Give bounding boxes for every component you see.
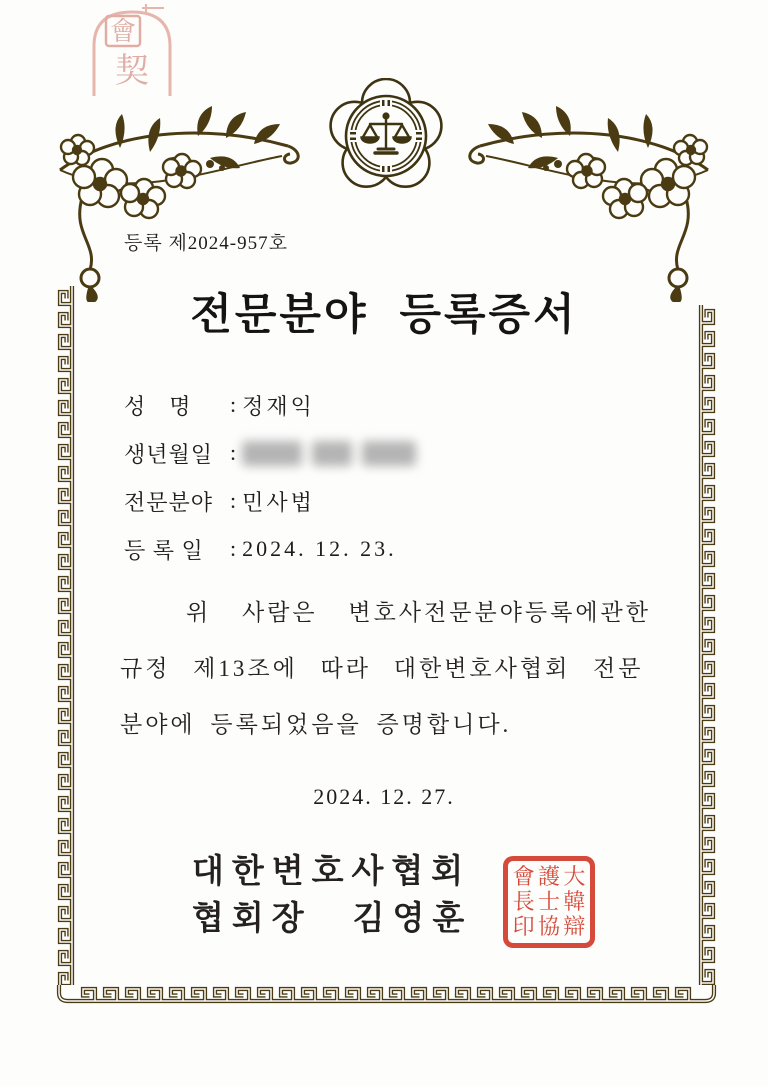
redacted-birthdate xyxy=(242,441,416,466)
field-label-specialty: 전문분야 xyxy=(124,489,214,515)
seal-char: 護 xyxy=(537,864,560,890)
field-colon: : xyxy=(230,488,237,513)
seal-char: 印 xyxy=(512,913,535,939)
seal-char: 會 xyxy=(512,864,535,890)
border-right xyxy=(696,305,717,985)
seal-char: 韓 xyxy=(563,888,586,914)
border-bottom xyxy=(77,985,696,1006)
perforation-seal xyxy=(76,0,188,100)
certificate-title: 전문분야 등록증서 xyxy=(190,291,578,339)
field-row-specialty xyxy=(124,477,644,525)
field-list xyxy=(124,381,644,573)
president-seal-stamp xyxy=(503,856,595,948)
field-colon: : xyxy=(230,392,237,417)
border-corner-bottom-left xyxy=(56,985,77,1006)
seal-char: 士 xyxy=(537,888,560,914)
field-value-specialty: 민사법 xyxy=(242,489,315,515)
border-corner-bottom-right xyxy=(696,985,717,1006)
faint-seal-char-1: 會 xyxy=(109,17,137,46)
field-label-birthdate: 생년월일 xyxy=(124,441,214,467)
president-name: 협회장 김영훈 xyxy=(192,899,473,936)
field-value-registration-date: 2024. 12. 23. xyxy=(242,536,397,561)
bar-association-emblem xyxy=(316,78,456,192)
field-label-name: 성 명 xyxy=(124,393,192,419)
seal-char: 辯 xyxy=(563,913,586,939)
floral-ornament-right xyxy=(466,106,718,302)
field-row-name xyxy=(124,381,644,429)
border-left xyxy=(56,286,77,985)
issuer-name: 대한변호사협회 xyxy=(192,852,472,889)
faint-seal-char-2: 契 xyxy=(115,53,149,90)
floral-ornament-left xyxy=(50,106,302,302)
field-row-birthdate xyxy=(124,429,644,477)
field-value-name: 정재익 xyxy=(242,393,315,419)
seal-char: 大 xyxy=(563,864,586,890)
field-label-registration-date: 등 록 일 xyxy=(124,537,204,563)
statement-line-1: 위 사람은 변호사전문분야등록에관한 xyxy=(186,600,651,625)
certification-statement xyxy=(120,585,651,753)
statement-line-2: 규정 제13조에 따라 대한변호사협회 전문 xyxy=(120,656,644,681)
issue-date: 2024. 12. 27. xyxy=(313,784,455,809)
seal-char: 協 xyxy=(537,913,560,939)
statement-line-3: 분야에 등록되었음을 증명합니다. xyxy=(120,712,512,737)
seal-char: 長 xyxy=(512,888,535,914)
field-colon: : xyxy=(230,440,237,465)
registration-number: 등록 제2024-957호 xyxy=(124,233,288,254)
field-row-registration-date xyxy=(124,525,644,573)
field-colon: : xyxy=(230,536,237,561)
